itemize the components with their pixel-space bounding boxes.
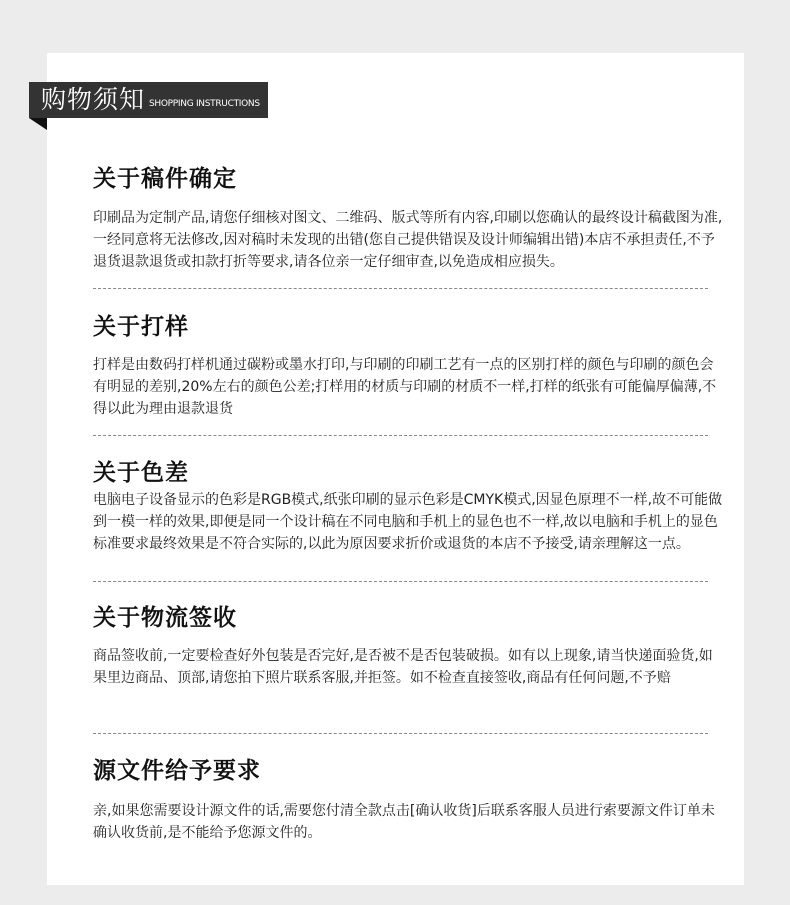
banner-title-cn: 购物须知	[41, 85, 146, 114]
section-body: 印刷品为定制产品,请您仔细核对图文、二维码、版式等所有内容,印刷以您确认的最终设计稿截图为准,一经同意将无法修改,因对稿时未发现的出错(您自己提供错误及设计师编辑出错)本店不承担责任,不予退货退款退货或扣款打折等要求,请各位亲一定仔细审查,以免造成相应损失。	[93, 210, 723, 270]
section-source-files	[93, 756, 723, 844]
section-body: 亲,如果您需要设计源文件的话,需要您付清全款点击[确认收货]后联系客服人员进行索要源文件订单未确认收货前,是不能给予您源文件的。	[93, 803, 715, 841]
divider	[93, 435, 708, 436]
section-heading: 关于稿件确定	[93, 166, 237, 192]
section-heading: 关于打样	[93, 314, 189, 340]
section-body: 商品签收前,一定要检查好外包装是否完好,是否被不是否包装破损。如有以上现象,请当快递面验货,如果里边商品、顶部,请您拍下照片联系客服,并拒签。如不检查直接签收,商品有任何问题,不予赔	[93, 648, 713, 686]
section-heading: 源文件给予要求	[93, 758, 261, 784]
section-heading: 关于色差	[93, 460, 189, 486]
divider	[93, 581, 708, 582]
section-body: 电脑电子设备显示的色彩是RGB模式,纸张印刷的显示色彩是CMYK模式,因显色原理不一样,故不可能做到一模一样的效果,即便是同一个设计稿在不同电脑和手机上的显色也不一样,故以电脑和手机上的显色标准要求最终效果是不符合实际的,以此为原因要求折价或退货的本店不予接受,请亲理解这一点。	[93, 492, 723, 552]
section-draft-confirmation	[93, 164, 723, 273]
section-proofing	[93, 312, 723, 420]
section-color-difference	[93, 458, 723, 555]
banner-title-en: SHOPPING INSTRUCTIONS	[149, 99, 260, 109]
section-body: 打样是由数码打样机通过碳粉或墨水打印,与印刷的印刷工艺有一点的区别打样的颜色与印刷的颜色会有明显的差别,20%左右的颜色公差;打样用的材质与印刷的材质不一样,打样的纸张有可能偏厚偏薄,不得以此为理由退款退货	[93, 357, 717, 417]
divider	[93, 733, 708, 734]
section-heading: 关于物流签收	[93, 605, 237, 631]
section-delivery-receipt	[93, 603, 723, 689]
section-banner	[29, 82, 268, 118]
banner-fold	[29, 118, 47, 130]
divider	[93, 288, 708, 289]
